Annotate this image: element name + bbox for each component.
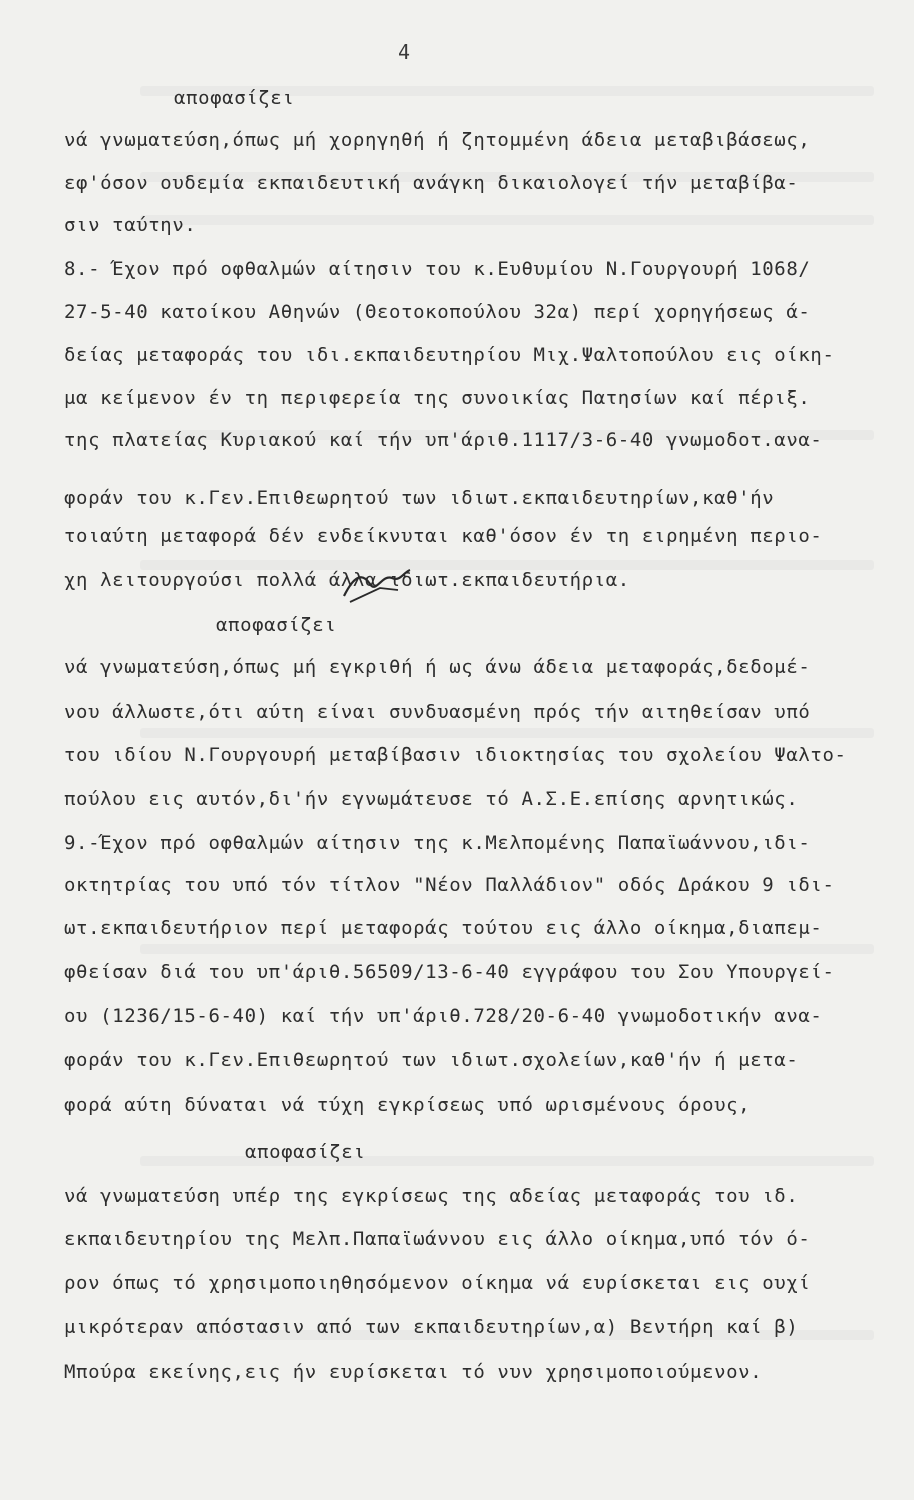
decision-heading: αποφασίζει <box>216 614 337 636</box>
text-line: τοιαύτη μεταφορά δέν ενδείκνυται καθ'όσον έν τη ειρημένη περιο- <box>64 525 823 547</box>
text-line: εφ'όσον ουδεμία εκπαιδευτική ανάγκη δικαιολογεί τήν μεταβίβα- <box>64 172 799 194</box>
text-line: νου άλλωστε,ότι αύτη είναι συνδυασμένη πρός τήν αιτηθείσαν υπό <box>64 701 811 723</box>
text-line: φοράν του κ.Γεν.Επιθεωρητού των ιδιωτ.σχολείων,καθ'ήν ή μετα- <box>64 1049 799 1071</box>
text-line: μα κείμενον έν τη περιφερεία της συνοικίας Πατησίων καί πέριξ. <box>64 387 811 409</box>
text-line: 8.- Έχον πρό οφθαλμών αίτησιν του κ.Ευθυμίου Ν.Γουργουρή 1068/ <box>64 258 811 280</box>
text-line: σιν ταύτην. <box>64 214 197 236</box>
text-line: ρον όπως τό χρησιμοποιηθησόμενον οίκημα νά ευρίσκεται εις ουχί <box>64 1272 811 1294</box>
text-line: φθείσαν διά του υπ'άριθ.56509/13-6-40 εγγράφου του Σου Υπουργεί- <box>64 961 835 983</box>
text-line: χη λειτουργούσι πολλά άλλα ιδιωτ.εκπαιδευτήρια. <box>64 569 630 591</box>
text-line: νά γνωματεύση υπέρ της εγκρίσεως της αδείας μεταφοράς του ιδ. <box>64 1185 799 1207</box>
decision-heading: αποφασίζει <box>245 1141 366 1163</box>
text-line: 9.-Έχον πρό οφθαλμών αίτησιν της κ.Μελπομένης Παπαϊωάννου,ιδι- <box>64 832 811 854</box>
text-line: του ιδίου Ν.Γουργουρή μεταβίβασιν ιδιοκτησίας του σχολείου Ψαλτο- <box>64 744 847 766</box>
text-line: ου (1236/15-6-40) καί τήν υπ'άριθ.728/20-6-40 γνωμοδοτικήν ανα- <box>64 1005 823 1027</box>
text-line: πούλου εις αυτόν,δι'ήν εγνωμάτευσε τό Α.Σ.Ε.επίσης αρνητικώς. <box>64 788 799 810</box>
bleed-through <box>140 944 874 954</box>
text-line: νά γνωματεύση,όπως μή χορηγηθή ή ζητομμένη άδεια μεταβιβάσεως, <box>64 129 811 151</box>
text-line: φορά αύτη δύναται νά τύχη εγκρίσεως υπό ωρισμένους όρους, <box>64 1094 751 1116</box>
page-number: 4 <box>398 40 411 64</box>
decision-heading: αποφασίζει <box>174 87 295 109</box>
handwritten-signature <box>340 566 412 606</box>
text-line: δείας μεταφοράς του ιδι.εκπαιδευτηρίου Μιχ.Ψαλτοπούλου εις οίκη- <box>64 344 835 366</box>
bleed-through <box>140 215 874 225</box>
text-line: εκπαιδευτηρίου της Μελπ.Παπαϊωάννου εις άλλο οίκημα,υπό τόν ό- <box>64 1228 811 1250</box>
text-line: φοράν του κ.Γεν.Επιθεωρητού των ιδιωτ.εκπαιδευτηρίων,καθ'ήν <box>64 487 775 509</box>
text-line: της πλατείας Κυριακού καί τήν υπ'άριθ.1117/3-6-40 γνωμοδοτ.ανα- <box>64 429 823 451</box>
bleed-through <box>140 728 874 738</box>
text-line: νά γνωματεύση,όπως μή εγκριθή ή ως άνω άδεια μεταφοράς,δεδομέ- <box>64 656 811 678</box>
text-line: μικρότεραν απόστασιν από των εκπαιδευτηρίων,α) Βεντήρη καί β) <box>64 1316 799 1338</box>
text-line: ωτ.εκπαιδευτήριον περί μεταφοράς τούτου εις άλλο οίκημα,διαπεμ- <box>64 917 823 939</box>
text-line: Μπούρα εκείνης,εις ήν ευρίσκεται τό νυν χρησιμοποιούμενον. <box>64 1361 763 1383</box>
text-line: 27-5-40 κατοίκου Αθηνών (Θεοτοκοπούλου 32α) περί χορηγήσεως ά- <box>64 301 811 323</box>
text-line: οκτητρίας του υπό τόν τίτλον "Νέον Παλλάδιον" οδός Δράκου 9 ιδι- <box>64 874 835 896</box>
